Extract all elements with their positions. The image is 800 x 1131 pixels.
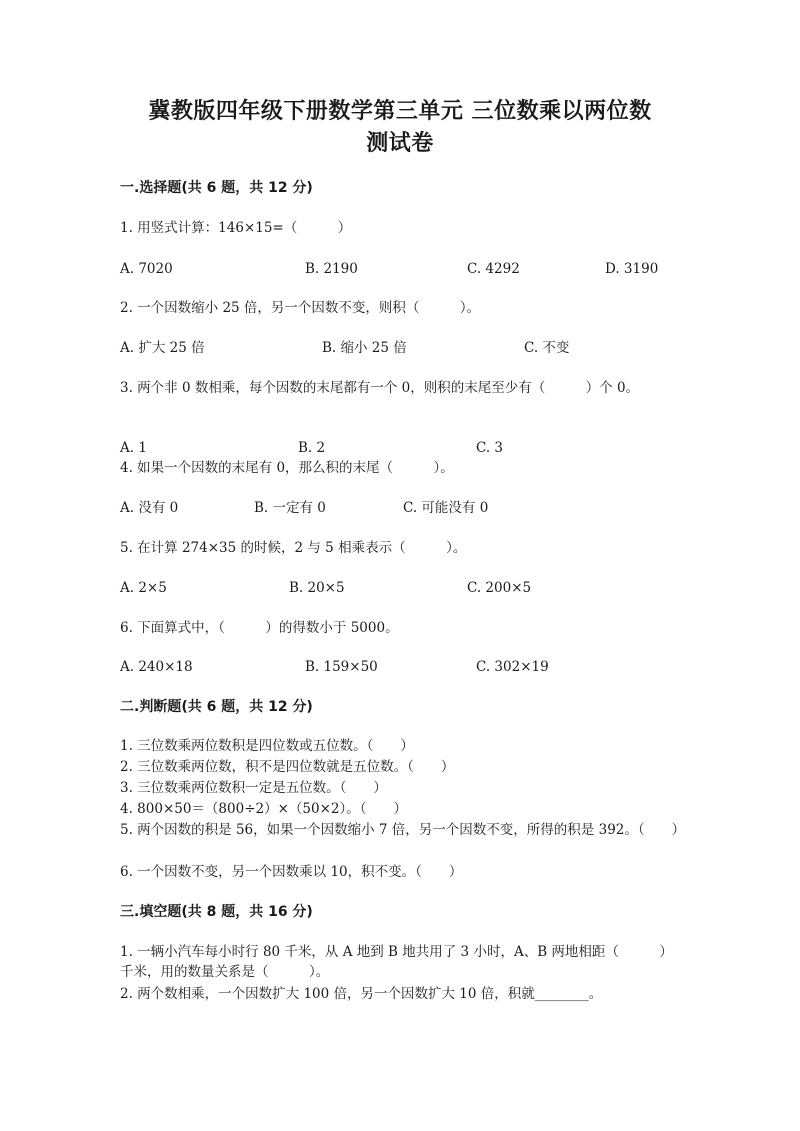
- option-c[interactable]: C. 302×19: [476, 659, 549, 675]
- fill-blank-item: 1. 一辆小汽车每小时行 80 千米，从 A 地到 B 地共用了 3 小时，A、B 两地相距（ ）千米，用的数量关系是（ ）。: [120, 944, 673, 980]
- section-heading-choice: 一.选择题(共 6 题，共 12 分): [120, 180, 313, 196]
- question-text: 2. 一个因数缩小 25 倍，另一个因数不变，则积（ ）。: [120, 300, 481, 316]
- option-a[interactable]: A. 7020: [120, 261, 173, 277]
- question-text: 3. 两个非 0 数相乘，每个因数的末尾都有一个 0，则积的末尾至少有（ ）个 0。: [120, 380, 640, 396]
- option-b[interactable]: B. 20×5: [289, 580, 345, 596]
- option-c[interactable]: C. 3: [476, 440, 504, 456]
- option-a[interactable]: A. 1: [120, 440, 147, 456]
- option-d[interactable]: D. 3190: [605, 261, 659, 277]
- section-heading-fill-blank: 三.填空题(共 8 题，共 16 分): [120, 904, 313, 920]
- page-title-line1: 冀教版四年级下册数学第三单元 三位数乘以两位数: [148, 99, 652, 124]
- judgement-item: 6. 一个因数不变，另一个因数乘以 10，积不变。（ ）: [120, 864, 463, 880]
- question-text: 4. 如果一个因数的末尾有 0，那么积的末尾（ ）。: [120, 460, 454, 476]
- option-c[interactable]: C. 可能没有 0: [403, 500, 489, 516]
- option-b[interactable]: B. 2190: [305, 261, 358, 277]
- option-c[interactable]: C. 4292: [467, 261, 520, 277]
- option-a[interactable]: A. 2×5: [120, 580, 167, 596]
- judgement-item: 2. 三位数乘两位数，积不是四位数就是五位数。（ ）: [120, 759, 455, 775]
- option-b[interactable]: B. 2: [298, 440, 326, 456]
- judgement-item: 3. 三位数乘两位数积一定是五位数。（ ）: [120, 780, 387, 796]
- option-c[interactable]: C. 不变: [524, 340, 570, 356]
- option-b[interactable]: B. 159×50: [305, 659, 378, 675]
- option-a[interactable]: A. 没有 0: [120, 500, 179, 516]
- option-a[interactable]: A. 240×18: [120, 659, 193, 675]
- question-text: 1. 用竖式计算：146×15=（ ）: [120, 220, 352, 236]
- option-c[interactable]: C. 200×5: [467, 580, 532, 596]
- judgement-item: 5. 两个因数的积是 56，如果一个因数缩小 7 倍，另一个因数不变，所得的积是 392。（ ）: [120, 822, 686, 838]
- page-title-line2: 测试卷: [366, 131, 434, 156]
- option-b[interactable]: B. 一定有 0: [254, 500, 326, 516]
- option-a[interactable]: A. 扩大 25 倍: [120, 340, 205, 356]
- section-heading-judgement: 二.判断题(共 6 题，共 12 分): [120, 699, 313, 715]
- question-text: 5. 在计算 274×35 的时候，2 与 5 相乘表示（ ）。: [120, 540, 467, 556]
- fill-blank-item: 2. 两个数相乘，一个因数扩大 100 倍，另一个因数扩大 10 倍，积就________。: [120, 986, 603, 1002]
- option-b[interactable]: B. 缩小 25 倍: [322, 340, 407, 356]
- judgement-item: 4. 800×50＝（800÷2）×（50×2）。（ ）: [120, 801, 407, 817]
- judgement-item: 1. 三位数乘两位数积是四位数或五位数。（ ）: [120, 738, 414, 754]
- question-text: 6. 下面算式中，（ ）的得数小于 5000。: [120, 620, 399, 636]
